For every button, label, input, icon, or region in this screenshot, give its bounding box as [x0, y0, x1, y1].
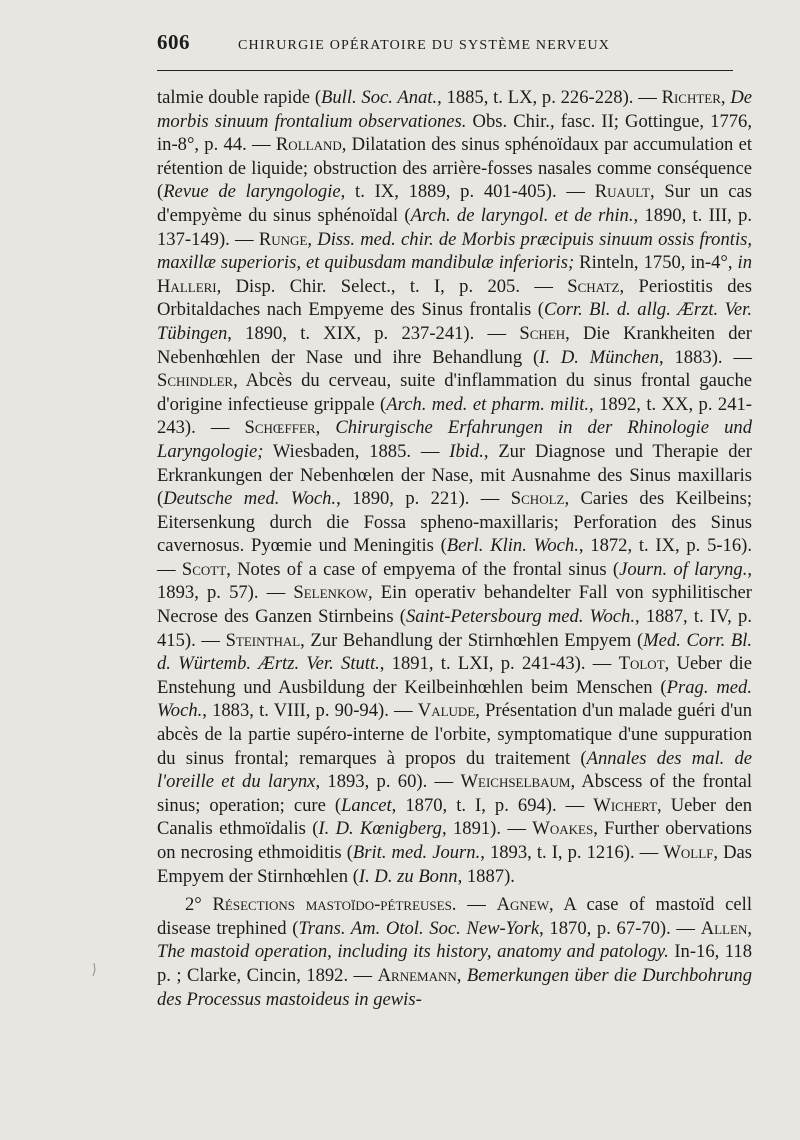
text-run: , Dilatation des sinus sphénoïdaux par accumulation et rétention de liquide; obstruction des arrière-fosses nasales comme conséquence (	[157, 134, 752, 203]
text-run: , Further obervations on necrosing ethmoiditis (	[157, 818, 753, 863]
author-name: Runge	[258, 228, 308, 250]
text-run: , Caries des Keilbeins; Eitersenkung durch die Fossa spheno-maxillaris; Perforation des Sinus cavernosus. Pyœmie und Meningitis (	[157, 488, 753, 557]
section-paragraph	[157, 893, 752, 1011]
text-run: ,	[456, 964, 467, 986]
journal-title: Annales des mal. de l'oreille et du larynx	[157, 747, 753, 793]
text-run: , 1872, t. IX, p. 5-16). —	[157, 535, 752, 580]
journal-title: I. D. München	[539, 346, 659, 368]
author-name: Scholz	[510, 488, 565, 510]
section-number: 2°	[185, 894, 213, 916]
text-run: , A case of mastoïd cell disease trephined (	[157, 894, 752, 939]
journal-title: Bull. Soc. Anat.	[321, 87, 438, 108]
page-number: 606	[157, 30, 190, 54]
text-run: , Ueber den Canalis ethmoïdalis (	[157, 794, 752, 840]
text-run: , 1893, p. 57). —	[157, 558, 752, 604]
journal-title: I. D. zu Bonn	[358, 865, 458, 887]
text-run: Ibid.	[449, 440, 484, 462]
journal-title: Berl. Klin. Woch.	[446, 535, 579, 557]
text-run: , 1892, t. XX, p. 241-243). —	[157, 393, 752, 439]
text-run: Rinteln, 1750, in-4°,	[574, 252, 738, 274]
text-run: , Periostitis des Orbitaldaches nach Empyeme des Sinus frontalis (	[157, 275, 752, 321]
journal-title: Revue de laryngologie	[163, 181, 341, 203]
text-run: , Ein operativ behandelter Fall von syphilitischer Necrose des Ganzen Stirnbeins (	[157, 582, 752, 628]
text-run: in	[737, 252, 752, 274]
text-run: , Abscess of the frontal sinus; operation; cure (	[157, 771, 753, 816]
journal-title: I. D. Kœnigberg	[318, 818, 442, 840]
text-run: , Zur Diagnose und Therapie der Erkrankungen der Nebenhœlen der Nase, mit Ausnahme des Sinus maxillaris (	[157, 440, 753, 510]
text-run: , 1890, t. III, p. 137-149). —	[157, 204, 753, 250]
author-name: Steinthal	[225, 629, 301, 651]
section-heading: Résections mastoïdo-pétreuses.	[212, 894, 457, 916]
author-name: Scheh	[519, 322, 566, 344]
author-name: Wollf	[663, 842, 714, 863]
journal-title: Trans. Am. Otol. Soc. New-York	[298, 917, 540, 939]
journal-title: Lancet	[341, 794, 392, 816]
page-header	[157, 30, 750, 55]
text-run: , 1891). —	[441, 818, 533, 840]
text-run: , 1890, p. 221). —	[336, 488, 511, 510]
text-run: , 1870, p. 67-70). —	[539, 917, 701, 939]
text-run: ,	[720, 87, 731, 108]
text-run: , 1891, t. LXI, p. 241-43). —	[379, 653, 619, 675]
author-name: Wichert	[593, 794, 658, 816]
author-name: Scott	[181, 558, 227, 580]
text-run: talmie double rapide (	[157, 87, 322, 108]
bibliography-paragraph	[157, 86, 752, 888]
author-name: Schœffer	[244, 417, 316, 439]
text-run: Wiesbaden, 1885. —	[263, 440, 450, 462]
author-name: Richter	[661, 87, 721, 108]
text-run: Obs. Chir., fasc. II; Gottingue, 1776, in-8°, p. 44. —	[157, 110, 752, 156]
author-name: Halleri	[157, 275, 217, 297]
work-title: Chirurgische Erfahrungen in der Rhinologie und Laryngologie;	[157, 417, 753, 462]
journal-title: Saint-Petersbourg med. Woch.	[405, 606, 635, 628]
text-run: , Ueber die Enstehung und Ausbildung der Keilbeinhœhlen beim Menschen (	[157, 653, 752, 698]
running-title: CHIRURGIE OPÉRATOIRE DU SYSTÈME NERVEUX	[238, 38, 611, 53]
author-name: Woakes	[532, 818, 594, 840]
text-run: ,	[315, 417, 336, 439]
author-name: Tolot	[618, 653, 665, 675]
journal-title: Deutsche med. Woch.	[163, 488, 337, 510]
text-run: , t. IX, 1889, p. 401-405). —	[340, 181, 595, 203]
text-run: , Sur un cas d'empyème du sinus sphénoïdal (	[157, 181, 752, 226]
text-run: In-16, 118 p. ; Clarke, Cincin, 1892. —	[157, 941, 753, 986]
text-run: , Das Empyem der Stirnhœhlen (	[157, 842, 753, 887]
text-run: , 1883, t. VIII, p. 90-94). —	[202, 700, 418, 722]
author-name: Arnemann	[377, 964, 457, 986]
work-title: Diss. med. chir. de Morbis præcipuis sinuum ossis frontis, maxillæ superioris, et quibusdam mandibulæ inferioris;	[157, 228, 752, 274]
journal-title: Brit. med. Journ.	[352, 842, 481, 863]
text-run: , Die Krankheiten der Nebenhœhlen der Nase und ihre Behandlung (	[157, 322, 752, 368]
text-run: , 1887).	[457, 865, 515, 887]
author-name: Schindler	[157, 370, 234, 392]
author-name: Rolland	[275, 134, 342, 156]
text-run: , Notes of a case of empyema of the frontal sinus (	[226, 558, 620, 580]
text-run: —	[456, 894, 497, 916]
journal-title: Arch. de laryngol. et de rhin.	[410, 204, 634, 226]
author-name: Allen	[700, 917, 748, 939]
text-run: , 1883). —	[659, 346, 752, 368]
journal-title: Arch. med. et pharm. milit.	[386, 393, 590, 415]
text-run: , 1893, t. I, p. 1216). —	[480, 842, 664, 863]
author-name: Selenkow	[293, 582, 368, 604]
text-run: , Disp. Chir. Select., t. I, p. 205. —	[216, 275, 568, 297]
text-run: , 1890, t. XIX, p. 237-241). —	[227, 322, 520, 344]
journal-title: Corr. Bl. d. allg. Ærzt. Ver. Tübingen	[157, 299, 753, 344]
text-run: , 1885, t. LX, p. 226-228). —	[437, 87, 662, 108]
author-name: Ruault	[594, 181, 650, 203]
journal-title: Prag. med. Woch.	[157, 676, 752, 722]
author-name: Agnew	[496, 894, 549, 916]
work-title: The mastoid operation, including its history, anatomy and patology.	[157, 941, 669, 963]
text-run: ,	[307, 228, 318, 250]
journal-title: Journ. of laryng.	[619, 558, 748, 580]
margin-speck	[90, 962, 98, 978]
bibliography-text	[157, 86, 752, 1011]
text-run: , 1887, t. IV, p. 415). —	[157, 606, 752, 651]
text-run: , Zur Behandlung der Stirnhœhlen Empyem (	[300, 629, 644, 651]
text-run: , Présentation d'un malade guéri d'un abcès de la partie supéro-interne de l'orbite, symptomatique d'une suppuration du sinus frontal; remarques à propos du traitement (	[157, 700, 752, 769]
text-run: , 1893, p. 60). —	[315, 771, 461, 793]
text-run: , Abcès du cerveau, suite d'inflammation du sinus frontal gauche d'origine infectieuse grippale (	[157, 370, 752, 415]
work-title: De morbis sinuum frontalium observationes.	[157, 87, 753, 132]
author-name: Schatz	[567, 275, 620, 297]
author-name: Weichselbaum	[460, 771, 571, 793]
author-name: Valude	[417, 700, 476, 722]
work-title: Bemerkungen über die Durchbohrung des Processus mastoideus in gewis-	[157, 964, 753, 1010]
text-run: , 1870, t. I, p. 694). —	[391, 794, 594, 816]
header-rule	[157, 70, 733, 71]
text-run: ,	[747, 917, 752, 939]
journal-title: Med. Corr. Bl. d. Würtemb. Ærtz. Ver. Stutt.	[157, 629, 753, 675]
